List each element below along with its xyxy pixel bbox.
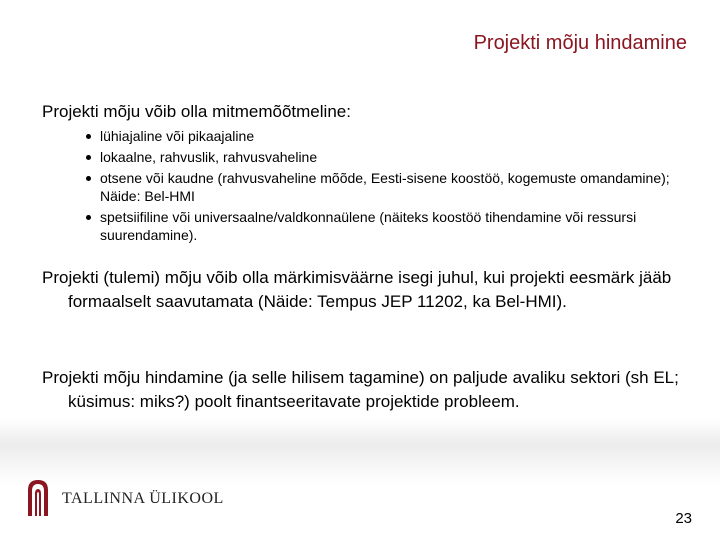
bullet-icon [86, 155, 91, 160]
intro-text: Projekti mõju võib olla mitmemõõtmeline: [42, 102, 351, 121]
bullet-icon [86, 176, 91, 181]
university-logo [26, 478, 224, 516]
bullet-text: lokaalne, rahvuslik, rahvusvaheline [100, 149, 318, 165]
paragraph-evaluation: Projekti mõju hindamine (ja selle hilisem tagamine) on paljude avaliku sektori (sh EL; küsimus: miks?) poolt finantseeritavate projektide probleem. [42, 368, 679, 411]
bullet-item [84, 169, 684, 205]
bullet-list [84, 127, 684, 247]
bullet-icon [86, 134, 91, 139]
bullet-icon [86, 215, 91, 220]
slide-title: Projekti mõju hindamine [473, 32, 687, 54]
university-name: TALLINNA ÜLIKOOL [62, 490, 224, 507]
paragraph-impact: Projekti (tulemi) mõju võib olla märkimisväärne isegi juhul, kui projekti eesmärk jääb formaalselt saavutamata (Näide: Tempus JEP 11202, ka Bel-HMI). [42, 268, 672, 311]
bullet-text: lühiajaline või pikaajaline [100, 128, 255, 144]
bullet-item [84, 208, 684, 244]
page-number: 23 [675, 510, 692, 527]
bullet-text: spetsiifiline või universaalne/valdkonnaülene (näiteks koostöö tihendamine või ressursi suurendamine). [100, 209, 637, 243]
bullet-text: otsene või kaudne (rahvusvaheline mõõde, Eesti-sisene koostöö, kogemuste omandamine); Näide: Bel-HMI [100, 170, 670, 204]
university-emblem-icon [26, 478, 50, 516]
bullet-item [84, 127, 684, 145]
bullet-item [84, 148, 684, 166]
